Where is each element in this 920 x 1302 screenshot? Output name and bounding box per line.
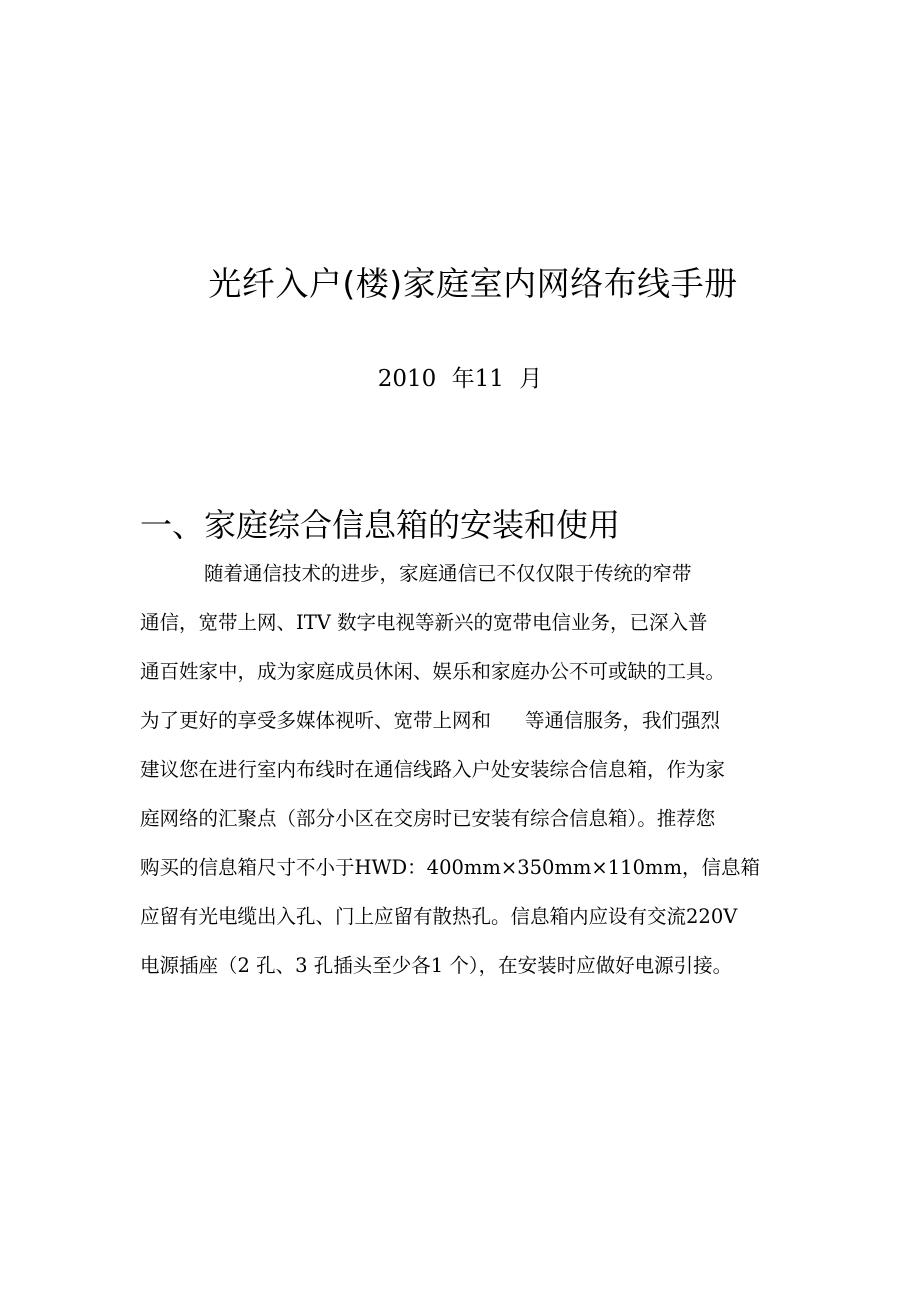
date-month-unit: 月 <box>519 366 543 392</box>
paragraph-line: 建议您在进行室内布线时在通信线路入户处安装综合信息箱，作为家 <box>140 758 726 781</box>
document-date <box>0 360 920 393</box>
paragraph-line: 通百姓家中，成为家庭成员休闲、娱乐和家庭办公不可或缺的工具。 <box>140 660 726 683</box>
paragraph-line-part: 等通信服务，我们强烈 <box>525 709 721 732</box>
paragraph-line: 庭网络的汇聚点（部分小区在交房时已安装有综合信息箱）。推荐您 <box>140 807 716 830</box>
paragraph-line <box>140 705 720 733</box>
date-year-unit: 年 <box>451 366 475 392</box>
section-heading: 一、家庭综合信息箱的安装和使用 <box>140 506 621 544</box>
date-year: 2010 <box>377 366 437 392</box>
paragraph-line: 通信，宽带上网、ITV 数字电视等新兴的宽带电信业务，已深入普 <box>140 611 708 634</box>
paragraph-line-part: 为了更好的享受多媒体视听、宽带上网和 <box>140 709 492 732</box>
paragraph-line: 购买的信息箱尺寸不小于HWD：400mm×350mm×110mm，信息箱 <box>140 856 760 879</box>
paragraph-line: 应留有光电缆出入孔、门上应留有散热孔。信息箱内应设有交流220V <box>140 905 738 928</box>
document-title: 光纤入户(楼)家庭室内网络布线手册 <box>208 264 738 303</box>
paragraph-line: 随着通信技术的进步，家庭通信已不仅仅限于传统的窄带 <box>204 562 692 585</box>
paragraph-line: 电源插座（2 孔、3 孔插头至少各1 个），在安装时应做好电源引接。 <box>140 954 733 977</box>
date-month: 11 <box>474 366 504 392</box>
